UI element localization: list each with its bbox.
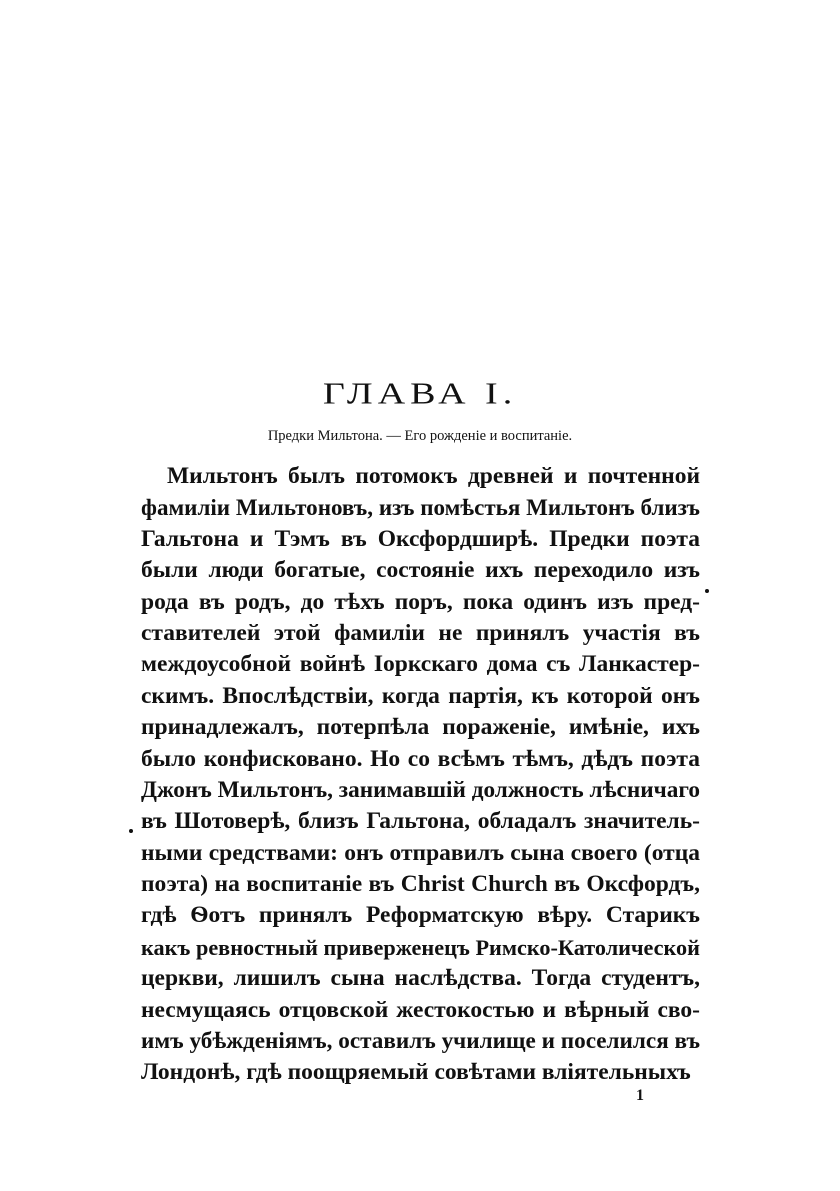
text-line: какъ ревностный приверженецъ Римско-Католической bbox=[141, 934, 700, 960]
ink-speck bbox=[705, 589, 709, 593]
text-line: рода въ родъ, до тѣхъ поръ, пока одинъ изъ пред- bbox=[141, 588, 700, 615]
text-line: церкви, лишилъ сына наслѣдства. Тогда студентъ, bbox=[141, 965, 700, 992]
text-line: несмущаясь отцовской жестокостью и вѣрный сво- bbox=[141, 996, 700, 1023]
text-line: фамиліи Мильтоновъ, изъ помѣстья Мильтонъ близъ bbox=[141, 494, 700, 521]
text-line: ными средствами: онъ отправилъ сына своего (отца bbox=[141, 839, 700, 866]
chapter-title: ГЛАВА I. bbox=[322, 376, 518, 411]
text-line: поэта) на воспитаніе въ Christ Church въ Оксфордъ, bbox=[141, 871, 700, 898]
text-line: принадлежалъ, потерпѣла пораженіе, имѣніе, ихъ bbox=[141, 714, 700, 741]
text-line: ставителей этой фамиліи не принялъ участія въ bbox=[141, 619, 700, 646]
body-paragraph bbox=[141, 461, 700, 1089]
chapter-subtitle: Предки Мильтона. — Его рожденіе и воспитаніе. bbox=[267, 428, 573, 444]
text-line: было конфисковано. Но со всѣмъ тѣмъ, дѣдъ поэта bbox=[141, 745, 700, 772]
ink-speck bbox=[129, 829, 133, 833]
text-line: въ Шотоверѣ, близъ Гальтона, обладалъ значитель- bbox=[141, 808, 700, 835]
page-number: 1 bbox=[636, 1087, 644, 1104]
text-line: имъ убѣжденіямъ, оставилъ училище и поселился въ bbox=[141, 1028, 700, 1055]
text-line: Гальтона и Тэмъ въ Оксфордширѣ. Предки поэта bbox=[141, 525, 700, 552]
text-line: скимъ. Впослѣдствіи, когда партія, къ которой онъ bbox=[141, 682, 700, 709]
text-line: Лондонѣ, гдѣ поощряемый совѣтами вліятельныхъ bbox=[141, 1059, 691, 1086]
text-line: гдѣ Ѳотъ принялъ Реформатскую вѣру. Старикъ bbox=[141, 902, 700, 929]
text-line: Джонъ Мильтонъ, занимавшій должность лѣсничаго bbox=[141, 776, 700, 803]
text-line: междоусобной войнѣ Іоркскаго дома съ Ланкастер- bbox=[141, 651, 700, 678]
text-line: были люди богатые, состояніе ихъ переходило изъ bbox=[141, 557, 700, 584]
text-line: Мильтонъ былъ потомокъ древней и почтенной bbox=[167, 463, 700, 489]
